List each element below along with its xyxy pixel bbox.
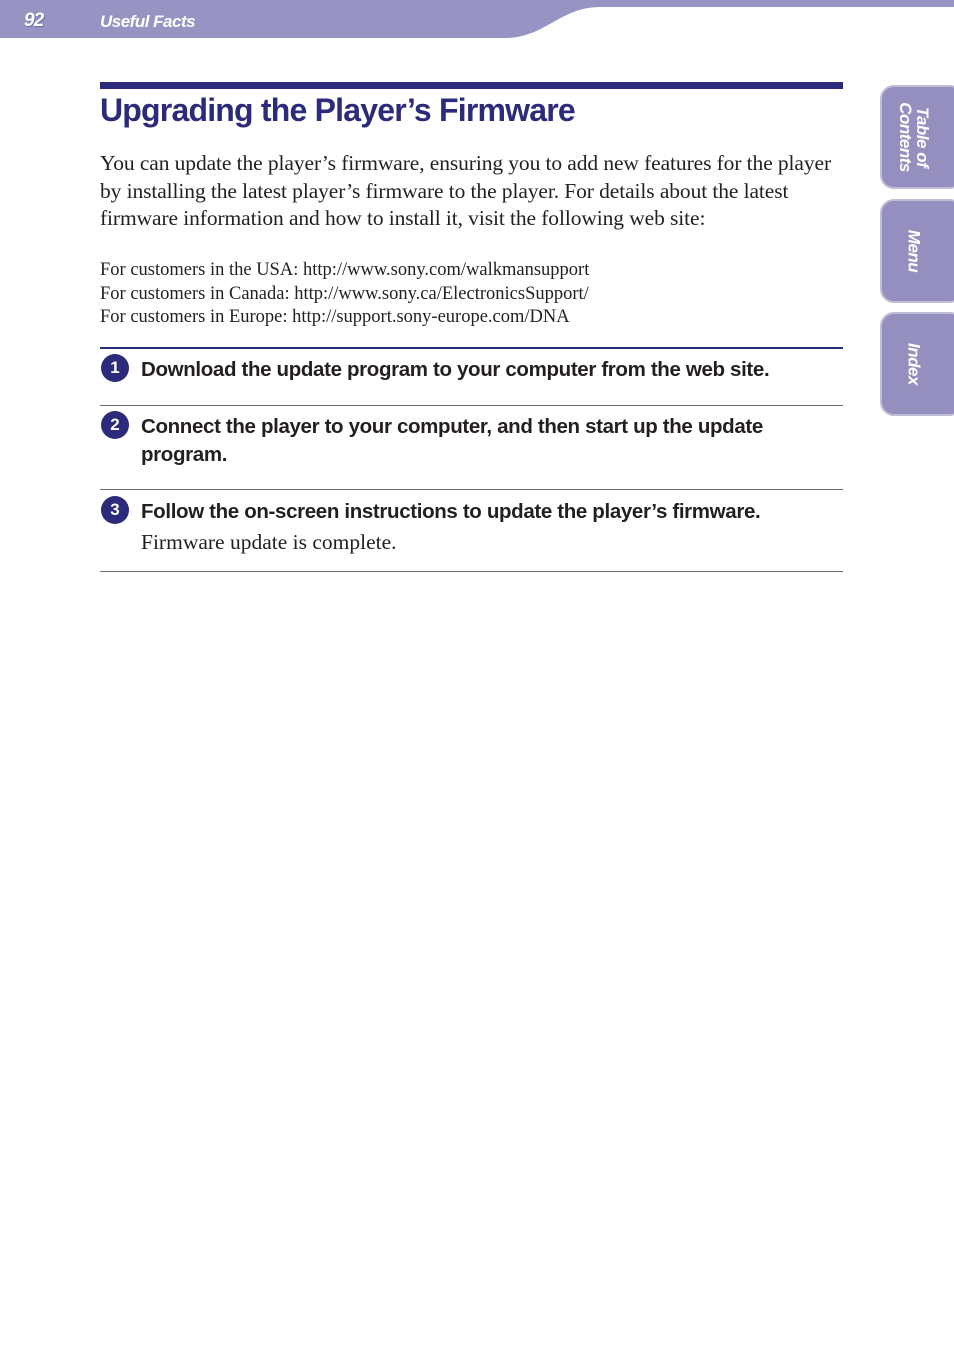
tab-menu-label: Menu	[904, 229, 924, 273]
divider	[100, 571, 843, 572]
tab-table-of-contents-label: Table of Contents	[896, 102, 932, 172]
intro-paragraph: You can update the player’s firmware, ensuring you to add new features for the player by installing the latest player’s firmware to the player. For details about the latest firmware information and how to install it, visit the following web site:	[100, 151, 832, 230]
step-number-badge: 2	[101, 411, 129, 439]
customer-line-usa: For customers in the USA: http://www.sony.com/walkmansupport	[100, 260, 590, 280]
tab-menu[interactable]	[882, 201, 954, 301]
title-rule	[100, 82, 843, 89]
page-title: Upgrading the Player’s Firmware	[100, 92, 575, 128]
section-name: Useful Facts	[100, 12, 196, 31]
divider	[100, 489, 843, 490]
customer-line-europe: For customers in Europe: http://support.sony-europe.com/DNA	[100, 307, 570, 327]
tab-index[interactable]	[882, 314, 954, 414]
step-3-result: Firmware update is complete.	[141, 530, 397, 554]
step-number-badge: 1	[101, 354, 129, 382]
page-number: 92	[24, 10, 44, 31]
step-2-text: Connect the player to your computer, and then start up the update program.	[141, 415, 763, 466]
step-3-text: Follow the on-screen instructions to update the player’s firmware.	[141, 500, 761, 523]
divider	[100, 405, 843, 406]
step-1-text: Download the update program to your computer from the web site.	[141, 358, 770, 381]
tab-table-of-contents[interactable]	[882, 87, 954, 187]
divider	[100, 347, 843, 349]
customer-line-canada: For customers in Canada: http://www.sony.ca/ElectronicsSupport/	[100, 284, 589, 304]
step-number-badge: 3	[101, 496, 129, 524]
tab-index-label: Index	[904, 343, 924, 385]
